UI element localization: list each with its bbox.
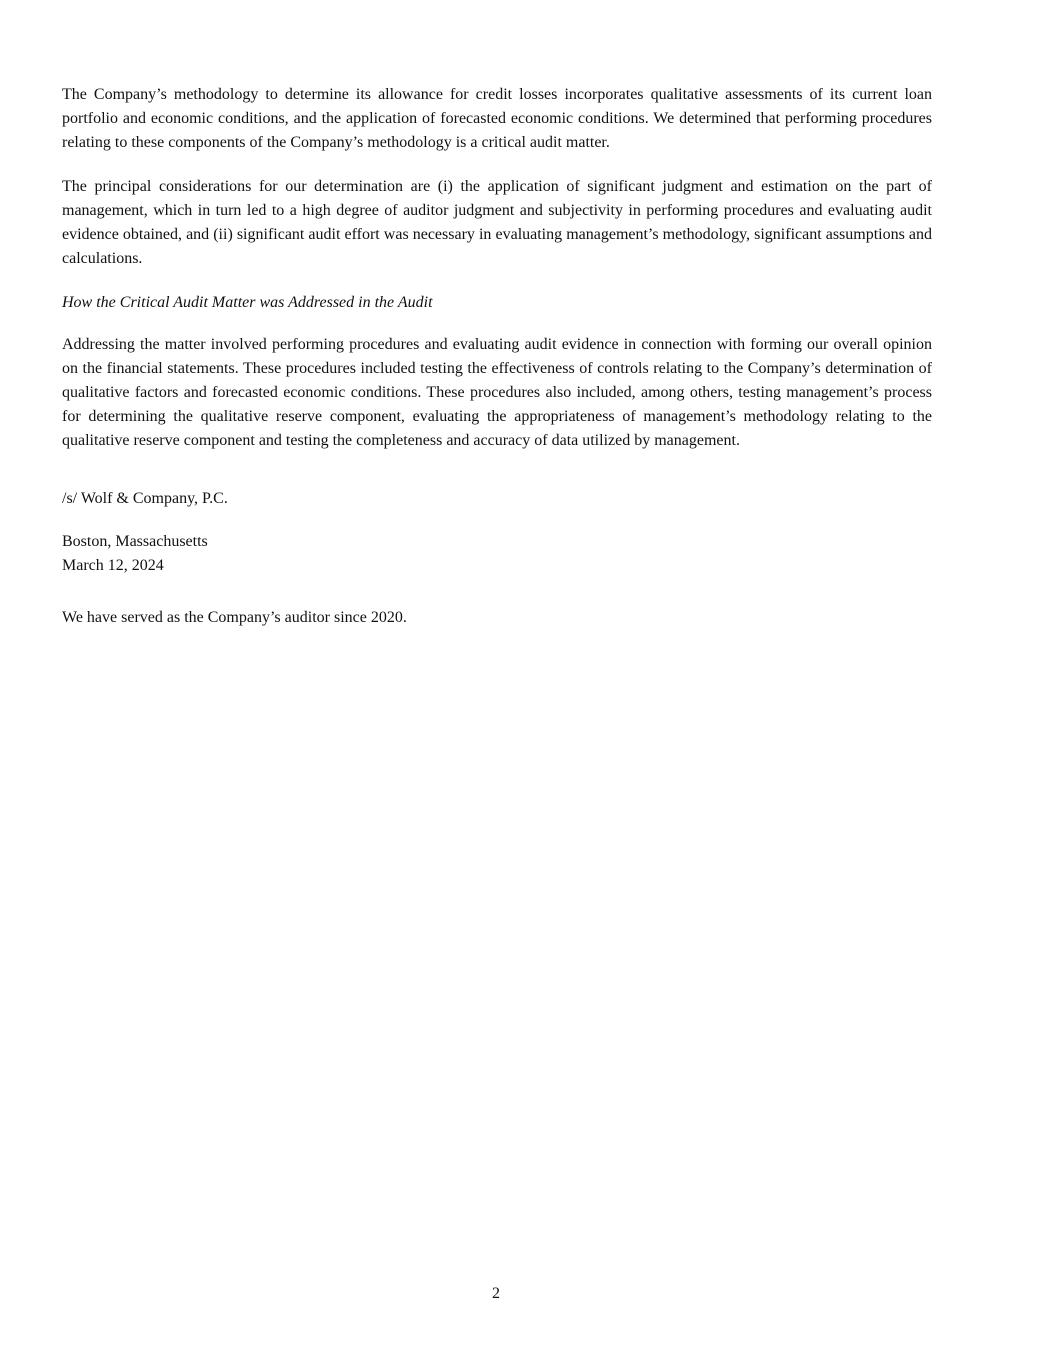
signing-date: March 12, 2024: [62, 557, 164, 574]
document-body: [62, 83, 932, 630]
paragraph-methodology: The Company’s methodology to determine its allowance for credit losses incorporates qualitative assessments of its current loan portfolio and economic conditions, and the application of forecasted economic conditions. We determined that performing procedures relating to these components of the Company’s methodology is a critical audit matter.: [62, 86, 932, 151]
paragraph-addressing-matter: Addressing the matter involved performing procedures and evaluating audit evidence in connection with forming our overall opinion on the financial statements. These procedures included testing the effectiveness of controls relating to the Company’s determination of qualitative factors and forecasted economic conditions. These procedures also included, among others, testing management’s process for determining the qualitative reserve component, evaluating the appropriateness of management’s methodology relating to the qualitative reserve component and testing the completeness and accuracy of data utilized by management.: [62, 336, 932, 449]
auditor-signature: /s/ Wolf & Company, P.C.: [62, 490, 228, 507]
auditor-tenure-statement: We have served as the Company’s auditor since 2020.: [62, 609, 407, 626]
signing-location: Boston, Massachusetts: [62, 533, 208, 550]
page-number: 2: [492, 1285, 500, 1302]
paragraph-principal-considerations: The principal considerations for our determination are (i) the application of significant judgment and estimation on the part of management, which in turn led to a high degree of auditor judgment and subjectivity in performing procedures and evaluating audit evidence obtained, and (ii) significant audit effort was necessary in evaluating management’s methodology, significant assumptions and calculations.: [62, 178, 932, 267]
section-heading: How the Critical Audit Matter was Addressed in the Audit: [62, 294, 433, 311]
